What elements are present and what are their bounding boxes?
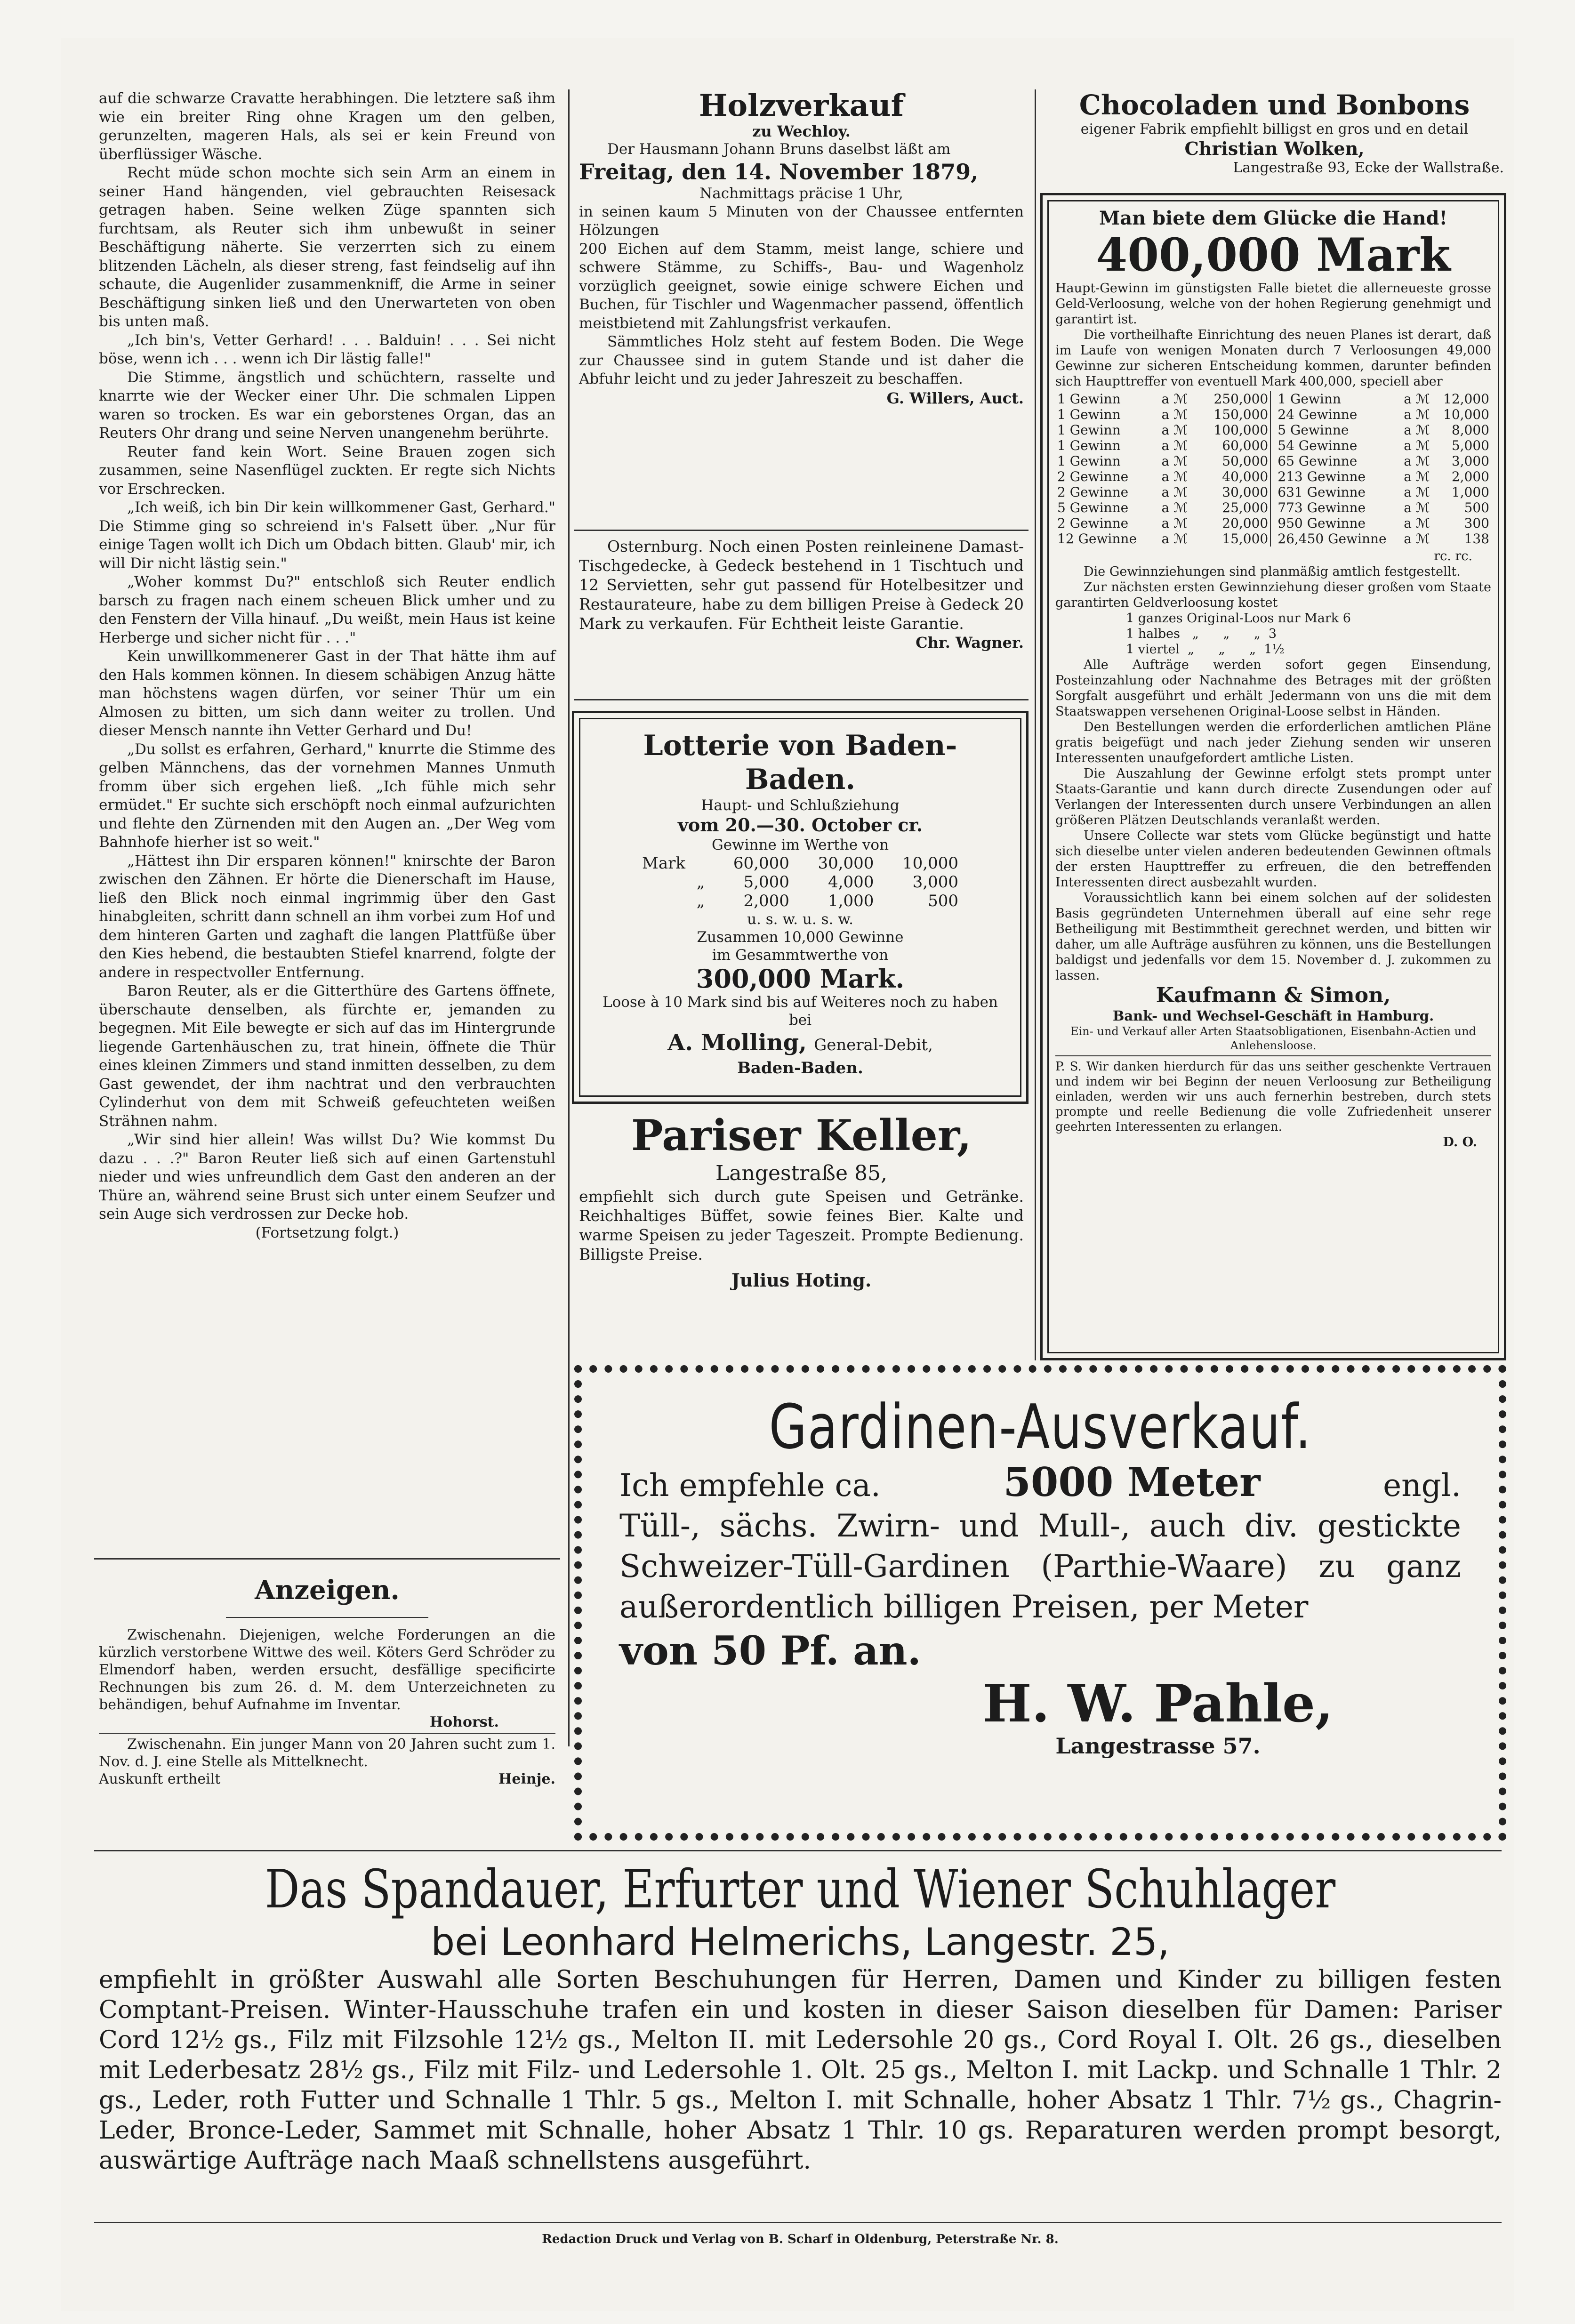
lotterie-title: Lotterie von Baden-Baden. (643, 729, 957, 796)
table-cell: a ℳ (1161, 500, 1188, 515)
section-divider (94, 1850, 1502, 1851)
holz-body: 200 Eichen auf dem Stamm, meist lange, schiere und schwere Stämme, zu Schiffs-, Bau- und Wagenholz vorzüglich geeignet, sowie einige schwere Eichen und Buchen, für Tischler und Wagenmacher passend, öffentlich meistbietend mit Zahlungsfrist verkaufen. (579, 240, 1024, 332)
table-cell: „ (696, 892, 705, 910)
story-paragraph: Kein unwillkommenerer Gast in der That hätte ihm auf den Hals kommen können. In diesem schäbigen Anzug hätte man höchstens wagen dürfen, vor seiner Thür um ein Almosen zu bitten, um sich dann weiter zu trollen. Und dieser Mensch nannte ihn Vetter Gerhard und Du! (99, 648, 555, 739)
gardinen-firm: H. W. Pahle, (982, 1673, 1334, 1734)
table-row (1276, 531, 1491, 547)
story-paragraph: Die Stimme, ängstlich und schüchtern, rasselte und knarrte wie der Wecker einer Uhr. Die schmalen Lippen waren so trocken. Es war ein geborstenes Organ, das an Reuters Ohr drang und seine Nerven unangenehm berührte. (99, 369, 555, 442)
table-cell: 138 (1464, 531, 1489, 547)
glueck-price: 1 ganzes Original-Loos nur Mark 6 (1126, 611, 1351, 626)
lottery-hamburg-box (1040, 193, 1506, 1360)
pariser-title: Pariser Keller, (631, 1110, 972, 1160)
glueck-price: 1 halbes „ „ „ 3 (1126, 627, 1277, 641)
table-row (640, 873, 960, 892)
table-cell: 3,000 (912, 873, 958, 892)
table-cell: 65 Gewinne (1278, 453, 1358, 469)
osternburg-text: Osternburg. Noch einen Posten reinleinene Damast-Tischgedecke, à Gedeck bestehend in 1 Tischtuch und 12 Servietten, sehr gut passend für Hotelbesitzer und Restaurateure, habe zu dem billigen Preise à Gedeck 20 Mark zu verkaufen. Für Echtheit leiste Garantie. (579, 537, 1024, 633)
story-paragraph: Recht müde schon mochte sich sein Arm an einem in seiner Hand hängenden, viel gebrauchten Reisesack getragen haben. Seine welken Züge spannten sich furchtsam, als Reuter sich ihm unbewußt in seiner Beschäftigung näherte. Sie verzerrten sich zu einem blitzenden Lächeln, als dieser streng, fast feindselig auf ihn schaute, die Augenlider zusammenkniff, die Arme in seiner Beschäftigung sinken ließ und den Unerwarteten von oben bis unten maß. (99, 164, 555, 330)
table-cell: a ℳ (1161, 531, 1188, 547)
glueck-paragraph: Die vortheilhafte Einrichtung des neuen Planes ist derart, daß im Laufe von wenigen Monaten durch 7 Verloosungen 49,000 Gewinne zur sicheren Entscheidung kommen, darunter befinden sich Haupttreffer von eventuell Mark 400,000, speciell aber (1055, 328, 1491, 389)
story-paragraph: Reuter fand kein Wort. Seine Brauen zogen sich zusammen, seine Nasenflügel zuckten. Er regte sich Nichts vor Erschrecken. (99, 443, 555, 498)
table-cell: 1 Gewinn (1057, 438, 1121, 453)
newspaper-page (61, 38, 1514, 2311)
table-cell: 4,000 (828, 873, 874, 892)
glueck-paragraph: Die Gewinnziehungen sind planmäßig amtlich festgestellt. (1084, 564, 1461, 579)
table-cell: a ℳ (1161, 391, 1188, 407)
story-paragraph: „Du sollst es erfahren, Gerhard," knurrte die Stimme des gelben Männchens, das der vornehmen Mannes Unmuth fromm über sich ergehen ließ. „Ich fühle mich sehr ermüdet." Er suchte sich erschöpft noch einmal aufzurichten und flehte den Zürnenden mit den Augen an. „Der Weg vom Bahnhofe hierher ist so weit." (99, 740, 555, 851)
table-cell: 26,450 Gewinne (1278, 531, 1387, 547)
gardinen-line1 (601, 1459, 1480, 1506)
choc-title: Chocoladen und Bonbons (1079, 89, 1470, 121)
table-cell: 1 Gewinn (1057, 453, 1121, 469)
glueck-paragraph: Unsere Collecte war stets vom Glücke begünstigt und hatte sich dieselbe unter vielen anderen bedeutenden Gewinnen oftmals der ersten Haupttreffer zu erfreuen, die den betreffenden Interessenten direct ausbezahlt wurden. (1055, 828, 1491, 890)
story-paragraph: „Ich weiß, ich bin Dir kein willkommener Gast, Gerhard." Die Stimme ging so schreiend in's Falsett über. „Nur für einige Tagen wollt ich Dich um Obdach bitten. Glaub' mir, ich will Dir nicht lästig sein." (99, 499, 555, 572)
table-cell: 2 Gewinne (1057, 515, 1129, 531)
holz-body: Sämmtliches Holz steht auf festem Boden. Die Wege zur Chaussee sind in gutem Stande und ist daher die Abfuhr leicht und zu jeder Jahreszeit zu beschaffen. (579, 333, 1024, 387)
pariser-text: empfiehlt sich durch gute Speisen und Getränke. Reichhaltiges Büffet, sowie feines Bier. Kalte und warme Speisen zu jeder Tageszeit. Prompte Bedienung. Billigste Preise. (579, 1187, 1024, 1263)
schuhlager-ad (99, 1859, 1502, 2176)
story-paragraph: „Ich bin's, Vetter Gerhard! . . . Balduin! . . . Sei nicht böse, wenn ich . . . wenn ich Dir lästig falle!" (99, 331, 555, 367)
table-cell: 60,000 (733, 854, 789, 873)
chocoladen-ad (1045, 89, 1504, 177)
table-cell: 150,000 (1213, 407, 1269, 422)
table-cell: 500 (1464, 500, 1489, 515)
table-cell: 2,000 (743, 892, 789, 910)
gardinen-text: Ich empfehle ca. (619, 1467, 881, 1504)
lotterie-firm2: General-Debit, (814, 1036, 933, 1054)
lotterie-seller (595, 1029, 1006, 1059)
glueck-do: D. O. (1443, 1135, 1477, 1150)
lotterie-city: Baden-Baden. (737, 1059, 863, 1078)
table-row (1276, 500, 1491, 515)
lotterie-gew: Gewinne im Werthe von (711, 836, 889, 853)
lotterie-firm: A. Molling, (667, 1029, 807, 1056)
lottery-hamburg-inner (1047, 200, 1499, 1353)
table-cell: 2 Gewinne (1057, 484, 1129, 500)
glueck-etc: rc. rc. (1434, 549, 1472, 563)
table-row (1276, 453, 1491, 469)
choc-name: Christian Wolken, (1184, 138, 1365, 159)
glueck-ps: P. S. Wir danken hierdurch für das uns seither geschenkte Vertrauen und indem wir bei Beginn der neuen Verloosung zur Betheiligung einladen, werden wir uns auch fernerhin bestreben, durch stets prompte und reelle Bedienung die volle Zufriedenheit unserer geehrten Interessenten zu erlangen. (1055, 1060, 1491, 1134)
table-cell: a ℳ (1161, 422, 1188, 438)
table-cell: 500 (928, 892, 958, 910)
table-cell: 12,000 (1443, 391, 1489, 407)
table-cell: a ℳ (1161, 484, 1188, 500)
table-cell: a ℳ (1404, 391, 1430, 407)
table-cell: a ℳ (1404, 500, 1430, 515)
table-cell: 30,000 (1222, 484, 1269, 500)
anzeigen-heading: Anzeigen. (255, 1575, 400, 1606)
table-cell: 1,000 (1451, 484, 1489, 500)
table-cell: 100,000 (1213, 422, 1269, 438)
table-cell: a ℳ (1161, 438, 1188, 453)
column-divider (568, 89, 570, 1746)
choc-line: eigener Fabrik empfiehlt billigst en gros und en detail (1080, 121, 1469, 137)
glueck-firm2: Bank- und Wechsel-Geschäft in Hamburg. (1112, 1008, 1434, 1024)
table-cell: 30,000 (818, 854, 874, 873)
table-row (640, 892, 960, 910)
glueck-paragraph: Voraussichtlich kann bei einem solchen auf der solidesten Basis gegründeten Unternehmen überall auf eine sehr rege Betheiligung mit Bestimmtheit gerechnet werden, und bitten wir daher, um alle Aufträge ausführen zu können, uns die Bestellungen baldigst und jedenfalls vor dem 15. November d. J. zukommen zu lassen. (1055, 891, 1491, 983)
table-cell: 1 Gewinn (1057, 407, 1121, 422)
table-row (1055, 531, 1270, 547)
holz-time: Nachmittags präcise 1 Uhr, (699, 185, 903, 202)
table-cell: 24 Gewinne (1278, 407, 1358, 422)
glueck-paragraph: Alle Aufträge werden sofort gegen Einsendung, Posteinzahlung oder Nachnahme des Betrages mit der größten Sorgfalt ausgeführt und erhält Jedermann von uns die mit dem Staatswappen versehenen Original-Loose selbst in Händen. (1055, 658, 1491, 719)
table-cell: 10,000 (1443, 407, 1489, 422)
table-row (1055, 515, 1270, 531)
prize-table-left (1055, 391, 1271, 547)
holz-location: in seinen kaum 5 Minuten von der Chaussee entfernten Hölzungen (579, 203, 1024, 239)
table-cell: 60,000 (1222, 438, 1269, 453)
table-cell: 300 (1464, 515, 1489, 531)
table-cell: a ℳ (1404, 407, 1430, 422)
table-row (1276, 484, 1491, 500)
pariser-keller-ad (579, 1111, 1024, 1291)
glueck-intro: Haupt-Gewinn im günstigsten Falle bietet die allerneueste grosse Geld-Verloosung, welche von der hohen Regierung genehmigt und garantirt ist. (1055, 281, 1491, 327)
table-cell: 1 Gewinn (1278, 391, 1341, 407)
table-cell: 50,000 (1222, 453, 1269, 469)
table-cell: a ℳ (1404, 531, 1430, 547)
column-divider (1035, 89, 1036, 1360)
story-paragraph: auf die schwarze Cravatte herabhingen. Die letztere saß ihm wie ein breiter Ring ohne Kragen um den gelben, gerunzelten, mageren Hals, als sei er kein Freund von überflüssiger Wäsche. (99, 90, 555, 163)
choc-address: Langestraße 93, Ecke der Wallstraße. (1233, 160, 1504, 176)
table-cell: 5 Gewinne (1057, 500, 1129, 515)
table-cell: a ℳ (1161, 407, 1188, 422)
table-cell: 5,000 (743, 873, 789, 892)
classified-ad: Zwischenahn. Diejenigen, welche Forderungen an die kürzlich verstorbene Wittwe des weil. Köters Gerd Schröder zu Elmendorf haben, werden ersucht, desfällige specificirte Rechnungen bis zum 26. d. M. dem Unterzeichneten zu behändigen, behuf Aufnahme im Inventar. (99, 1627, 555, 1713)
lotterie-amount: 300,000 Mark. (696, 964, 905, 994)
table-cell: Mark (642, 854, 685, 873)
holz-intro: Der Hausmann Johann Bruns daselbst läßt am (607, 141, 951, 158)
table-cell: 213 Gewinne (1278, 469, 1366, 484)
table-cell: a ℳ (1404, 484, 1430, 500)
table-row (1055, 422, 1270, 438)
section-divider (574, 699, 1029, 700)
table-cell: a ℳ (1404, 453, 1430, 469)
table-row (1055, 391, 1270, 407)
glueck-amount: 400,000 Mark (1096, 228, 1451, 281)
table-row (1055, 453, 1270, 469)
glueck-price: 1 viertel „ „ „ 1½ (1126, 642, 1285, 657)
table-cell: „ (696, 873, 705, 892)
glueck-paragraph: Den Bestellungen werden die erforderlichen amtlichen Pläne gratis beigefügt und nach jeder Ziehung senden wir unseren Interessenten unaufgefordert amtliche Listen. (1055, 720, 1491, 765)
gardinen-box (574, 1365, 1506, 1841)
table-cell: 54 Gewinne (1278, 438, 1358, 453)
story-paragraph: „Woher kommst Du?" entschloß sich Reuter endlich barsch zu fragen nach einem scheuen Blick umher und zu den Fenstern der Villa hinauf. „Du weißt, mein Haus ist keine Herberge und sicher nicht für . . ." (99, 573, 555, 646)
pariser-signature: Julius Hoting. (731, 1270, 872, 1291)
table-cell: a ℳ (1161, 515, 1188, 531)
lotterie-table (640, 854, 960, 910)
gardinen-price: von 50 Pf. an. (619, 1627, 921, 1674)
prize-table-right (1276, 391, 1491, 547)
osternburg-signature: Chr. Wagner. (916, 634, 1024, 651)
table-cell: 773 Gewinne (1278, 500, 1366, 515)
table-cell: 2,000 (1451, 469, 1489, 484)
table-cell: 12 Gewinne (1057, 531, 1137, 547)
gardinen-content (601, 1391, 1480, 1759)
table-row (1276, 469, 1491, 484)
glueck-paragraph: Die Auszahlung der Gewinne erfolgt stets prompt unter Staats-Garantie und kann durch directe Zusendungen oder auf Verlangen der Interessenten durch unsere Verbindungen an allen größeren Plätzen Deutschlands veranlaßt werden. (1055, 766, 1491, 828)
lotterie-dates: vom 20.—30. October cr. (677, 814, 923, 836)
table-row (1276, 438, 1491, 453)
story-paragraph: „Hättest ihn Dir ersparen können!" knirschte der Baron zwischen den Zähnen. Er hörte die Dienerschaft im Hause, ließ den Blick noch einmal ingrimmig über den Gast hinabgleiten, schritt dann schnell an ihm vorbei zum Hof und dem hinteren Garten und zaghaft die langen Plattfüße über den Kies hebend, die bestaubten Stiefel knarrend, folgte der andere in respectvoller Entfernung. (99, 852, 555, 981)
table-cell: 3,000 (1451, 453, 1489, 469)
prize-tables (1055, 391, 1491, 547)
ps-divider (1055, 1055, 1491, 1056)
table-row (1276, 391, 1491, 407)
table-cell: 5,000 (1451, 438, 1489, 453)
table-cell: 250,000 (1213, 391, 1269, 407)
table-row (1276, 422, 1491, 438)
gardinen-body: Tüll-, sächs. Zwirn- und Mull-, auch div. gestickte Schweizer-Tüll-Gardinen (Parthie-Waare) zu ganz außerordentlich billigen Preisen, per Meter (619, 1508, 1461, 1625)
lotterie-sub: Haupt- und Schlußziehung (701, 797, 900, 814)
holz-title: Holzverkauf (699, 88, 904, 123)
table-row (1055, 407, 1270, 422)
table-cell: a ℳ (1161, 453, 1188, 469)
holzverkauf-ad (579, 89, 1024, 408)
ad-signature: Heinje. (498, 1771, 555, 1787)
table-cell: a ℳ (1404, 438, 1430, 453)
table-cell: a ℳ (1404, 422, 1430, 438)
gardinen-meter: 5000 Meter (1003, 1459, 1261, 1505)
ad-divider (99, 1733, 555, 1734)
table-row (1276, 515, 1491, 531)
table-row (1055, 484, 1270, 500)
column-story (99, 89, 555, 1242)
holz-date: Freitag, den 14. November 1879, (579, 159, 979, 185)
table-cell: 631 Gewinne (1278, 484, 1366, 500)
table-cell: 1 Gewinn (1057, 391, 1121, 407)
table-cell: 1,000 (828, 892, 874, 910)
classified-ad: Zwischenahn. Ein junger Mann von 20 Jahren sucht zum 1. Nov. d. J. eine Stelle als Mittelknecht. (99, 1736, 555, 1770)
footer-imprint: Redaction Druck und Verlag von B. Scharf in Oldenburg, Peterstraße Nr. 8. (542, 2232, 1059, 2246)
story-paragraph: „Wir sind hier allein! Was willst Du? Wie kommst Du dazu . . .?" Baron Reuter ließ sich auf einen Gartenstuhl nieder und wies unfreundlich dem Gast den anderen an der Thüre an, während seine Brust sich unter einem Seufzer und sein Auge sich verdrossen zur Decke hob. (99, 1131, 555, 1222)
table-cell: 1 Gewinn (1057, 422, 1121, 438)
pariser-address: Langestraße 85, (715, 1161, 887, 1185)
ad-signature: Hohorst. (429, 1714, 499, 1730)
gardinen-address: Langestrasse 57. (1055, 1733, 1261, 1759)
story-paragraph: Baron Reuter, als er die Gitterthüre des Gartens öffnete, überschaute denselben, als fürchte er, jemanden zu begegnen. Mit Eile bewegte er sich auf das im Hintergrunde liegende Gartenhäuschen zu, trat hinein, öffnete die Thür eines kleinen Zimmers und stand inmitten desselben, zu dem Gast gewendet, der ihm nachtrat und den verbrauchten Cylinderhut von dem mit Schweiß gefeuchteten weißen Strähnen nahm. (99, 982, 555, 1130)
gardinen-text: engl. (1383, 1467, 1461, 1504)
ad-note: Auskunft ertheilt (99, 1771, 221, 1787)
lotterie-loose: Loose à 10 Mark sind bis auf Weiteres noch zu haben bei (602, 994, 998, 1029)
glueck-head: Man biete dem Glücke die Hand! (1099, 207, 1448, 229)
continued-note: (Fortsetzung folgt.) (255, 1224, 399, 1241)
glueck-paragraph: Zur nächsten ersten Gewinnziehung dieser großen vom Staate garantirten Geldverloosung kostet (1055, 580, 1491, 610)
table-cell: 10,000 (902, 854, 958, 873)
table-cell: 20,000 (1222, 515, 1269, 531)
table-cell: 8,000 (1451, 422, 1489, 438)
table-cell: 40,000 (1222, 469, 1269, 484)
lotterie-total: Zusammen 10,000 Gewinne (697, 929, 904, 946)
schuh-title: Das Spandauer, Erfurter und Wiener Schuhlager (265, 1859, 1336, 1920)
table-row (640, 854, 960, 873)
table-cell: 950 Gewinne (1278, 515, 1366, 531)
table-cell: 25,000 (1222, 500, 1269, 515)
gardinen-title: Gardinen-Ausverkauf. (769, 1391, 1312, 1463)
table-row (1055, 469, 1270, 484)
table-row (1055, 438, 1270, 453)
table-row (1276, 407, 1491, 422)
osternburg-ad (579, 537, 1024, 652)
schuh-text: empfiehlt in größter Auswahl alle Sorten Beschuhungen für Herren, Damen und Kinder zu billigen festen Comptant-Preisen. Winter-Hausschuhe trafen ein und kosten in dieser Saison dieselben für Damen: Pariser Cord 12½ gs., Filz mit Filzsohle 12½ gs., Melton II. mit Ledersohle 20 gs., Cord Royal I. Olt. 26 gs., dieselben mit Lederbesatz 28½ gs., Filz mit Filz- und Ledersohle 1. Olt. 25 gs., Melton I. mit Lackp. und Schnalle 1 Thlr. 2 gs., Leder, roth Futter und Schnalle 1 Thlr. 5 gs., Melton I. mit Schnalle, hoher Absatz 1 Thlr. 7½ gs., Chagrin-Leder, Bronce-Leder, Sammet mit Schnalle, hoher Absatz 1 Thlr. 10 gs. Reparaturen werden prompt besorgt, auswärtige Aufträge nach Maaß schnellstens ausgeführt. (99, 1966, 1502, 2175)
section-divider (94, 1558, 560, 1560)
section-divider (226, 1617, 428, 1618)
lotterie-gesamt: im Gesammtwerthe von (712, 947, 889, 964)
schuh-sub: bei Leonhard Helmerichs, Langestr. 25, (431, 1920, 1170, 1964)
glueck-firm3: Ein- und Verkauf aller Arten Staatsobligationen, Eisenbahn-Actien und Anlehensloose. (1070, 1025, 1476, 1052)
footer-divider (94, 2222, 1502, 2223)
table-cell: 5 Gewinne (1278, 422, 1349, 438)
table-cell: 2 Gewinne (1057, 469, 1129, 484)
lotterie-box (572, 711, 1029, 1104)
table-cell: a ℳ (1404, 515, 1430, 531)
classified-ads (99, 1626, 555, 1788)
table-row (1055, 500, 1270, 515)
lotterie-inner-box (579, 718, 1021, 1097)
holz-place: zu Wechloy. (752, 122, 851, 140)
section-divider (574, 530, 1029, 531)
table-cell: a ℳ (1161, 469, 1188, 484)
lotterie-usw: u. s. w. u. s. w. (747, 911, 853, 928)
table-cell: a ℳ (1404, 469, 1430, 484)
glueck-firm: Kaufmann & Simon, (1156, 983, 1391, 1007)
holz-signature: G. Willers, Auct. (886, 389, 1024, 407)
table-cell: 15,000 (1222, 531, 1269, 547)
